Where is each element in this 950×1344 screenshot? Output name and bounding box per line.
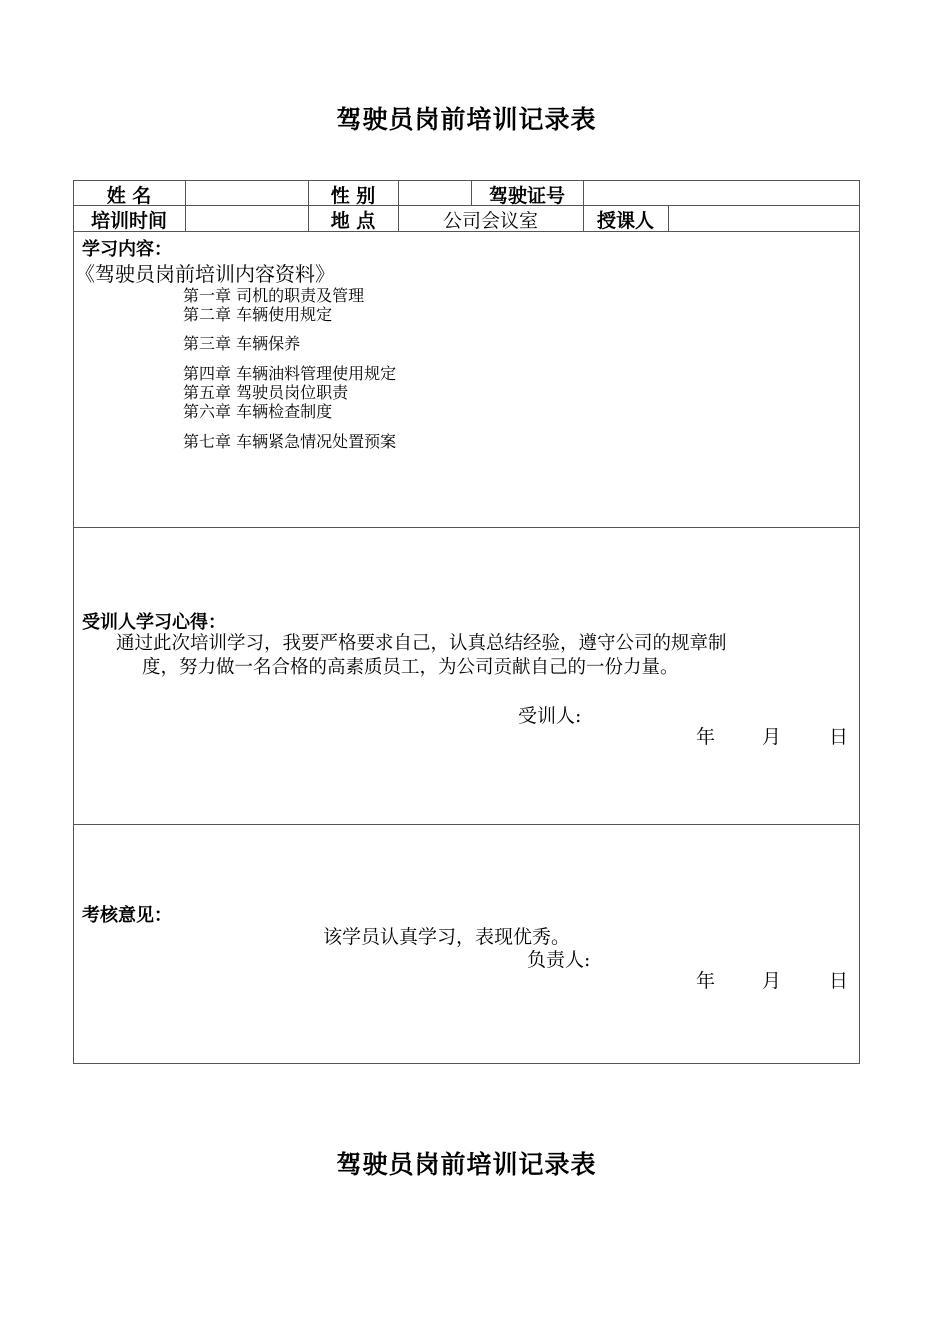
teacher-label: 授课人 [596, 210, 654, 232]
page-title: 驾驶员岗前培训记录表 [336, 105, 597, 134]
trainee-signature-label: 受训人: [518, 705, 582, 727]
experience-text-line2: 度，努力做一名合格的高素质员工，为公司贡献自己的一份力量。 [142, 657, 679, 678]
experience-text-line1: 通过此次培训学习，我要严格要求自己，认真总结经验，遵守公司的规章制 [116, 633, 727, 654]
place-value: 公司会议室 [442, 210, 538, 232]
time-label: 培训时间 [90, 210, 167, 232]
experience-label: 受训人学习心得： [82, 612, 226, 633]
teacher-field[interactable] [668, 206, 860, 229]
chapter-item: 第二章 车辆使用规定 [183, 305, 333, 324]
chapter-item: 第六章 车辆检查制度 [183, 402, 333, 421]
license-field[interactable] [583, 181, 860, 204]
date-day: 日 [829, 970, 849, 992]
name-field[interactable] [185, 181, 308, 204]
gender-field[interactable] [398, 181, 471, 204]
chapter-item: 第七章 车辆紧急情况处置预案 [183, 432, 397, 451]
license-label: 驾驶证号 [488, 185, 565, 207]
supervisor-signature-label: 负责人: [527, 949, 591, 971]
chapter-item: 第三章 车辆保养 [183, 334, 301, 353]
row-divider [73, 527, 860, 528]
date-month: 月 [762, 970, 782, 992]
date-day: 日 [829, 726, 849, 748]
date-year: 年 [696, 726, 716, 748]
assessment-text: 该学员认真学习，表现优秀。 [323, 926, 571, 948]
assessment-label: 考核意见： [82, 905, 172, 926]
date-month: 月 [762, 726, 782, 748]
doc-title: 《驾驶员岗前培训内容资料》 [75, 262, 335, 286]
date-year: 年 [696, 970, 716, 992]
place-label: 地 点 [330, 210, 376, 232]
chapter-item: 第四章 车辆油料管理使用规定 [183, 364, 397, 383]
content-label: 学习内容： [82, 239, 172, 260]
chapter-item: 第一章 司机的职责及管理 [183, 286, 365, 305]
page-title-repeat: 驾驶员岗前培训记录表 [336, 1150, 597, 1179]
row-divider [73, 824, 860, 825]
name-label: 姓 名 [106, 185, 152, 207]
time-field[interactable] [185, 206, 308, 229]
gender-label: 性 别 [330, 185, 376, 207]
chapter-item: 第五章 驾驶员岗位职责 [183, 383, 349, 402]
